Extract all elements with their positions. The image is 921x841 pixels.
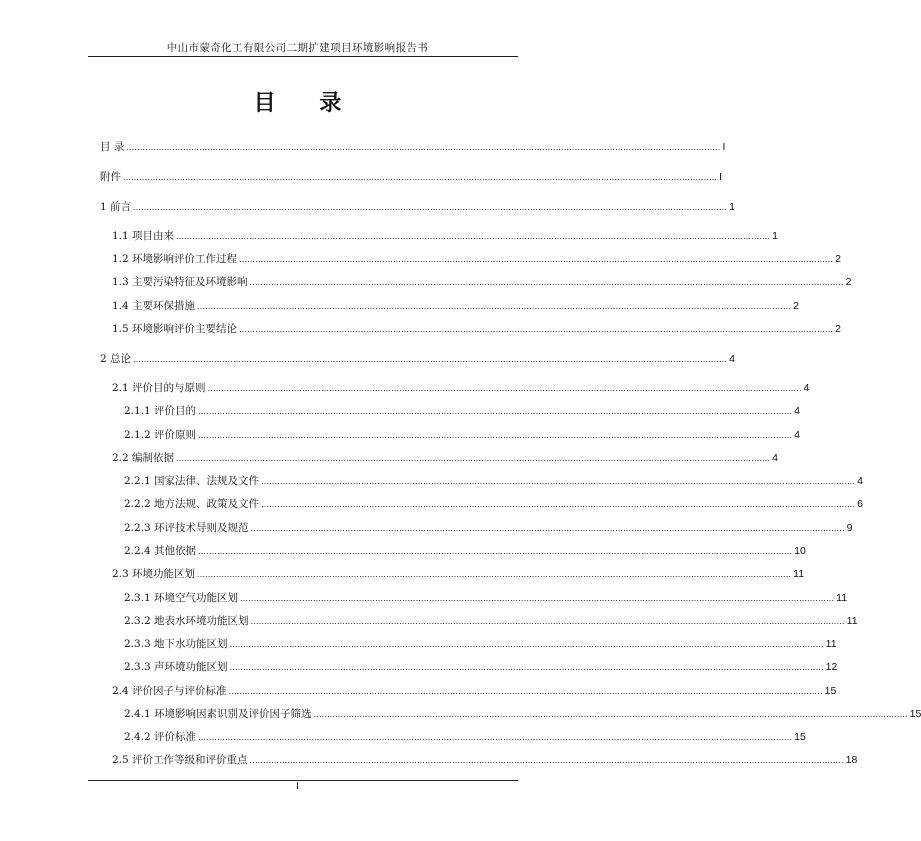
toc-dot-leader: ............................................................................................................................................................................................................................ — [250, 523, 845, 533]
toc-entry[interactable] — [112, 380, 810, 396]
toc-entry[interactable] — [112, 251, 841, 267]
toc-entry-page: 12 — [825, 661, 838, 673]
toc-dot-leader: ............................................................................................................................................................................................................................ — [197, 301, 792, 311]
toc-entry-label: 2.1 评价目的与原则 — [112, 382, 206, 394]
toc-entry[interactable] — [112, 298, 799, 314]
toc-entry-page: 11 — [846, 615, 858, 627]
toc-entry[interactable] — [112, 566, 805, 582]
toc-dot-leader: ............................................................................................................................................................................................................................ — [207, 383, 802, 393]
toc-entry-label: 2.4 评价因子与评价标准 — [112, 685, 227, 697]
toc-entry[interactable] — [124, 473, 864, 489]
toc-dot-leader: ............................................................................................................................................................................................................................ — [249, 277, 844, 287]
toc-dot-leader: ............................................................................................................................................................................................................................ — [229, 662, 824, 672]
toc-dot-leader: ............................................................................................................................................................................................................................ — [240, 593, 835, 603]
toc-entry-label: 2.5 评价工作等级和评价重点 — [112, 754, 248, 766]
toc-dot-leader: ............................................................................................................................................................................................................................ — [133, 202, 728, 212]
toc-entry-label: 2.1.2 评价原则 — [124, 429, 197, 441]
toc-entry-page: 15 — [824, 685, 837, 697]
toc-entry-page: 1 — [729, 201, 735, 213]
toc-title: 目 录 — [253, 91, 360, 116]
toc-entry[interactable] — [100, 351, 735, 367]
toc-entry[interactable] — [100, 199, 735, 215]
toc-entry-label: 2.2.4 其他依据 — [124, 545, 197, 557]
toc-entry-page: 10 — [794, 545, 806, 557]
toc-entry-page: 2 — [835, 253, 841, 265]
toc-dot-leader: ............................................................................................................................................................................................................................ — [197, 569, 792, 579]
toc-entry-label: 2.1.1 评价目的 — [124, 405, 197, 417]
toc-entry-label: 1.1 项目由来 — [112, 230, 175, 242]
toc-entry-label: 2 总论 — [100, 353, 132, 365]
toc-entry[interactable] — [112, 274, 852, 290]
toc-entry-label: 1.5 环境影响评价主要结论 — [112, 323, 238, 335]
toc-entry-label: 2.4.1 环境影响因素识别及评价因子筛选 — [124, 708, 312, 720]
toc-entry-page: 18 — [845, 754, 858, 766]
toc-entry-label: 1 前言 — [100, 201, 132, 213]
toc-entry-page: 15 — [794, 731, 806, 743]
toc-dot-leader: ............................................................................................................................................................................................................................ — [313, 709, 908, 719]
toc-dot-leader: ............................................................................................................................................................................................................................ — [228, 686, 823, 696]
toc-entry-label: 2.4.2 评价标准 — [124, 731, 197, 743]
toc-entry-page: I — [722, 141, 726, 153]
toc-dot-leader: ............................................................................................................................................................................................................................ — [250, 616, 845, 626]
toc-entry[interactable] — [100, 169, 723, 185]
toc-entry[interactable] — [124, 427, 801, 443]
toc-entry-page: I — [719, 171, 723, 183]
toc-entry-page: 6 — [857, 498, 864, 510]
toc-entry-page: 2 — [845, 276, 852, 288]
toc-entry-label: 2.2.1 国家法律、法规及文件 — [124, 475, 260, 487]
toc-entry[interactable] — [112, 683, 837, 699]
toc-entry-label: 2.3 环境功能区划 — [112, 568, 196, 580]
toc-dot-leader: ............................................................................................................................................................................................................................ — [123, 172, 718, 182]
toc-dot-leader: ............................................................................................................................................................................................................................ — [133, 354, 728, 364]
toc-entry-page: 11 — [836, 592, 848, 604]
toc-entry-page: 4 — [729, 353, 735, 365]
toc-entry-label: 2.2.3 环评技术导则及规范 — [124, 522, 249, 534]
toc-entry-page: 1 — [772, 230, 778, 242]
toc-entry-page: 4 — [794, 429, 801, 441]
toc-entry-page: 2 — [793, 300, 799, 312]
toc-entry[interactable] — [124, 496, 864, 512]
toc-dot-leader: ............................................................................................................................................................................................................................ — [239, 324, 834, 334]
toc-entry[interactable] — [124, 636, 837, 652]
toc-entry-page: 11 — [825, 638, 837, 650]
toc-entry[interactable] — [124, 706, 921, 722]
page-number: I — [296, 781, 299, 792]
toc-dot-leader: ............................................................................................................................................................................................................................ — [249, 755, 844, 765]
toc-entry[interactable] — [124, 613, 858, 629]
toc-entry-page: 2 — [835, 323, 841, 335]
toc-dot-leader: ............................................................................................................................................................................................................................ — [261, 476, 856, 486]
toc-entry[interactable] — [100, 139, 726, 155]
toc-entry-page: 11 — [793, 568, 805, 580]
toc-entry-label: 附件 — [100, 171, 121, 183]
toc-dot-leader: ............................................................................................................................................................................................................................ — [229, 639, 824, 649]
toc-dot-leader: ............................................................................................................................................................................................................................ — [176, 231, 771, 241]
toc-entry-page: 15 — [909, 708, 921, 720]
toc-entry-label: 目 录 — [100, 141, 125, 153]
toc-entry[interactable] — [112, 321, 841, 337]
toc-entry-label: 2.2.2 地方法规、政策及文件 — [124, 498, 260, 510]
toc-entry-page: 4 — [772, 452, 778, 464]
toc-entry-label: 2.3.1 环境空气功能区划 — [124, 592, 239, 604]
toc-entry[interactable] — [112, 752, 858, 768]
toc-entry-label: 2.3.2 地表水环境功能区划 — [124, 615, 249, 627]
toc-entry-label: 1.4 主要环保措施 — [112, 300, 196, 312]
toc-entry[interactable] — [124, 659, 838, 675]
toc-dot-leader: ............................................................................................................................................................................................................................ — [198, 732, 793, 742]
toc-entry-page: 4 — [857, 475, 864, 487]
toc-entry-page: 4 — [794, 405, 801, 417]
toc-entry-label: 2.3.3 地下水功能区划 — [124, 638, 228, 650]
toc-dot-leader: ............................................................................................................................................................................................................................ — [198, 546, 793, 556]
toc-dot-leader: ............................................................................................................................................................................................................................ — [239, 254, 834, 264]
toc-entry[interactable] — [112, 450, 778, 466]
toc-entry-label: 1.3 主要污染特征及环境影响 — [112, 276, 248, 288]
toc-entry[interactable] — [124, 590, 848, 606]
toc-dot-leader: ............................................................................................................................................................................................................................ — [176, 453, 771, 463]
toc-entry[interactable] — [124, 729, 806, 745]
toc-entry-label: 2.3.3 声环境功能区划 — [124, 661, 228, 673]
toc-entry[interactable] — [124, 543, 806, 559]
toc-dot-leader: ............................................................................................................................................................................................................................ — [261, 499, 856, 509]
toc-entry[interactable] — [124, 403, 801, 419]
toc-dot-leader: ............................................................................................................................................................................................................................ — [198, 430, 793, 440]
toc-entry-page: 4 — [803, 382, 810, 394]
toc-entry[interactable] — [124, 520, 853, 536]
toc-entry-label: 1.2 环境影响评价工作过程 — [112, 253, 238, 265]
toc-entry-label: 2.2 编制依据 — [112, 452, 175, 464]
toc-dot-leader: ............................................................................................................................................................................................................................ — [126, 142, 721, 152]
toc-entry[interactable] — [112, 228, 778, 244]
toc-entry-page: 9 — [846, 522, 853, 534]
running-header: 中山市蒙奇化工有限公司二期扩建项目环境影响报告书 — [166, 42, 429, 54]
toc-dot-leader: ............................................................................................................................................................................................................................ — [198, 406, 793, 416]
